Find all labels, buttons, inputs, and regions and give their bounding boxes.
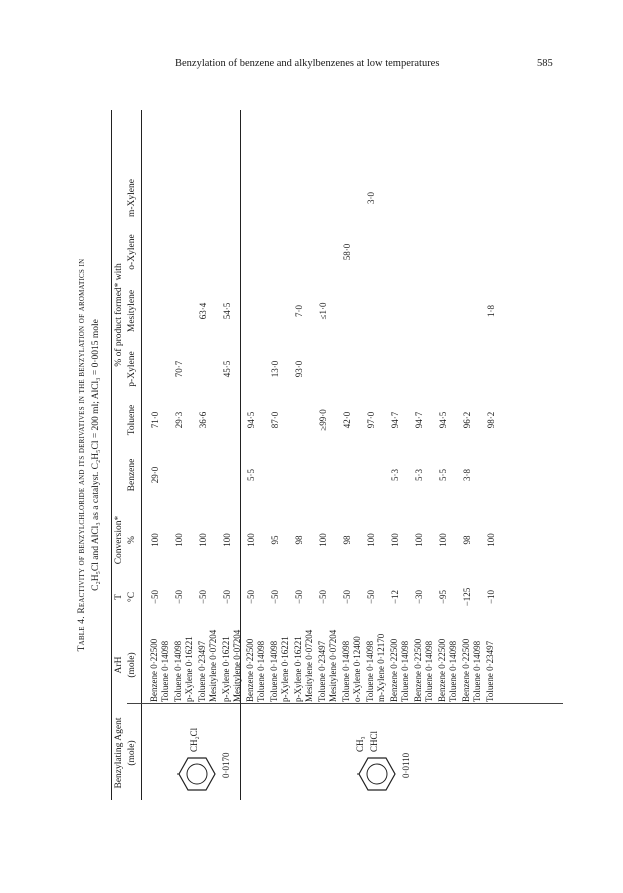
toluene-cell: 94·5 [246, 411, 256, 429]
arh-cell: Benzene 0·22500 [389, 638, 399, 702]
arh-cell: Toluene 0·14098 [269, 640, 279, 702]
mesitylene-cell: 7·0 [294, 305, 304, 317]
t-cell: −50 [270, 589, 280, 605]
toluene-cell: 96·2 [462, 411, 472, 429]
agent-formula-label: CH₂Cl [189, 727, 199, 752]
table-caption [75, 110, 103, 800]
arh-cell: Toluene 0·23497 [197, 640, 207, 702]
arh-cell: m-Xylene 0·12170 [376, 633, 386, 702]
t-cell: −50 [198, 589, 208, 605]
header-agent-label: Benzylating Agent [114, 717, 124, 789]
t-cell: −50 [318, 589, 328, 605]
conv-cell: 100 [150, 533, 160, 547]
toluene-cell: 98·2 [486, 411, 496, 429]
page-number: 585 [537, 58, 553, 69]
arh-cell: p-Xylene 0·16221 [280, 636, 290, 702]
arh-cell: Toluene 0·14098 [160, 640, 170, 702]
agent-methyl-label: CH₃ [355, 736, 365, 752]
mesitylene-cell: 54·5 [222, 302, 232, 320]
header-arh [113, 628, 139, 702]
header-rule [141, 110, 142, 800]
conv-cell: 100 [438, 533, 448, 547]
header-agent [113, 708, 139, 798]
agent-mole-value: 0·0170 [221, 752, 231, 778]
conv-cell: 98 [462, 535, 472, 545]
conv-cell: 100 [174, 533, 184, 547]
conv-cell: 100 [486, 533, 496, 547]
conv-cell: 100 [318, 533, 328, 547]
conv-cell: 100 [366, 533, 376, 547]
header-toluene: Toluene [127, 404, 137, 436]
toluene-cell: 97·0 [366, 411, 376, 429]
mxylene-cell: 3·0 [366, 192, 376, 204]
t-cell: −30 [414, 589, 424, 605]
toluene-cell: 29·3 [174, 411, 184, 429]
header-agent-unit: (mole) [127, 740, 137, 766]
toluene-cell: 94·5 [438, 411, 448, 429]
t-cell: −125 [462, 587, 472, 607]
arh-cell: Toluene 0·14098 [472, 640, 482, 702]
agent-mole-value: 0·0110 [401, 752, 411, 778]
arh-cell: Toluene 0·23497 [485, 640, 495, 702]
arh-cell: p-Xylene 0·16221 [221, 636, 231, 702]
pxylene-cell: 13·0 [270, 360, 280, 378]
caption-line-2: C₂H₅Cl and AlCl₃ as a catalyst. C₂H₅Cl = 200 ml; AlCl₃ = 0·0015 mole [91, 319, 101, 591]
conv-cell: 100 [414, 533, 424, 547]
arh-cell: Benzene 0·22500 [149, 638, 159, 702]
agent-column-rule [127, 703, 563, 704]
benzene-cell: 5·5 [246, 469, 256, 481]
t-cell: −10 [486, 589, 496, 605]
group-separator-rule [240, 110, 241, 800]
toluene-cell: 94·7 [390, 411, 400, 429]
toluene-cell: 36·6 [198, 411, 208, 429]
arh-cell: o-Xylene 0·12400 [352, 636, 362, 702]
benzene-cell: 5·3 [414, 469, 424, 481]
pxylene-cell: 45·5 [222, 360, 232, 378]
t-cell: −50 [150, 589, 160, 605]
header-conversion [113, 512, 139, 568]
toluene-cell: 42·0 [342, 411, 352, 429]
toluene-cell: 87·0 [270, 411, 280, 429]
pxylene-cell: 93·0 [294, 360, 304, 378]
conv-cell: 98 [342, 535, 352, 545]
arh-cell: Mesitylene 0·07204 [328, 629, 338, 702]
header-mesitylene: Mesitylene [127, 289, 137, 333]
header-benzene: Benzene [127, 458, 137, 492]
conv-cell: 100 [390, 533, 400, 547]
arh-cell: Toluene 0·14098 [424, 640, 434, 702]
header-conversion-unit: % [127, 536, 137, 544]
t-cell: −12 [390, 589, 400, 605]
t-cell: −50 [222, 589, 232, 605]
conv-cell: 98 [294, 535, 304, 545]
t-cell: −50 [294, 589, 304, 605]
header-pxylene: p-Xylene [127, 351, 137, 387]
oxylene-cell: 58·0 [342, 243, 352, 261]
pxylene-cell: 70·7 [174, 360, 184, 378]
table-top-rule [111, 110, 112, 800]
arh-cell: Toluene 0·23497 [317, 640, 327, 702]
mesitylene-cell: 1·8 [486, 305, 496, 317]
arh-cell: Toluene 0·14098 [341, 640, 351, 702]
toluene-cell: 94·7 [414, 411, 424, 429]
conv-cell: 95 [270, 535, 280, 545]
arh-cell: Benzene 0·22500 [461, 638, 471, 702]
header-arh-label: ArH [114, 656, 124, 674]
conv-cell: 100 [198, 533, 208, 547]
arh-cell: Toluene 0·14098 [400, 640, 410, 702]
t-cell: −95 [438, 589, 448, 605]
header-temp-unit: °C [127, 591, 137, 603]
arh-cell: Benzene 0·22500 [245, 638, 255, 702]
header-product-group: % of product formed* with [114, 263, 124, 367]
agent-formula-label: CHCl [369, 730, 379, 752]
toluene-cell: ≥99·0 [318, 409, 328, 431]
header-arh-unit: (mole) [127, 652, 137, 678]
rotated-table [75, 110, 563, 800]
t-cell: −50 [174, 589, 184, 605]
arh-cell: Toluene 0·14098 [448, 640, 458, 702]
arh-cell: Benzene 0·22500 [413, 638, 423, 702]
header-conversion-label: Conversion* [114, 515, 124, 565]
arh-cell: Toluene 0·14098 [365, 640, 375, 702]
header-temp-label: T [114, 594, 124, 600]
mesitylene-cell: 63·4 [198, 302, 208, 320]
running-title: Benzylation of benzene and alkylbenzenes at low temperatures [175, 58, 440, 69]
arh-cell: Mesitylene 0·07204 [232, 629, 242, 702]
benzene-ring-icon [177, 754, 217, 794]
header-temp [113, 582, 139, 612]
t-cell: −50 [366, 589, 376, 605]
header-oxylene: o-Xylene [127, 234, 137, 270]
caption-line-1: Table 4. Reactivity of benzylchloride and its derivatives in the benzylation of aromatics in [77, 258, 87, 652]
conv-cell: 100 [246, 533, 256, 547]
arh-cell: Benzene 0·22500 [437, 638, 447, 702]
arh-cell: p-Xylene 0·16221 [184, 636, 194, 702]
benzene-cell: 5·5 [438, 469, 448, 481]
page-header [0, 58, 623, 74]
arh-cell: p-Xylene 0·16221 [293, 636, 303, 702]
benzene-ring-icon [357, 754, 397, 794]
arh-cell: Mesitylene 0·07204 [208, 629, 218, 702]
benzene-cell: 3·8 [462, 469, 472, 481]
header-mxylene: m-Xylene [127, 179, 137, 217]
mesitylene-cell: ≤1·0 [318, 302, 328, 320]
benzene-cell: 5·3 [390, 469, 400, 481]
toluene-cell: 71·0 [150, 411, 160, 429]
benzene-cell: 29·0 [150, 466, 160, 484]
arh-cell: Toluene 0·14098 [173, 640, 183, 702]
conv-cell: 100 [222, 533, 232, 547]
arh-cell: Toluene 0·14098 [256, 640, 266, 702]
t-cell: −50 [246, 589, 256, 605]
arh-cell: Mesitylene 0·07204 [304, 629, 314, 702]
t-cell: −50 [342, 589, 352, 605]
